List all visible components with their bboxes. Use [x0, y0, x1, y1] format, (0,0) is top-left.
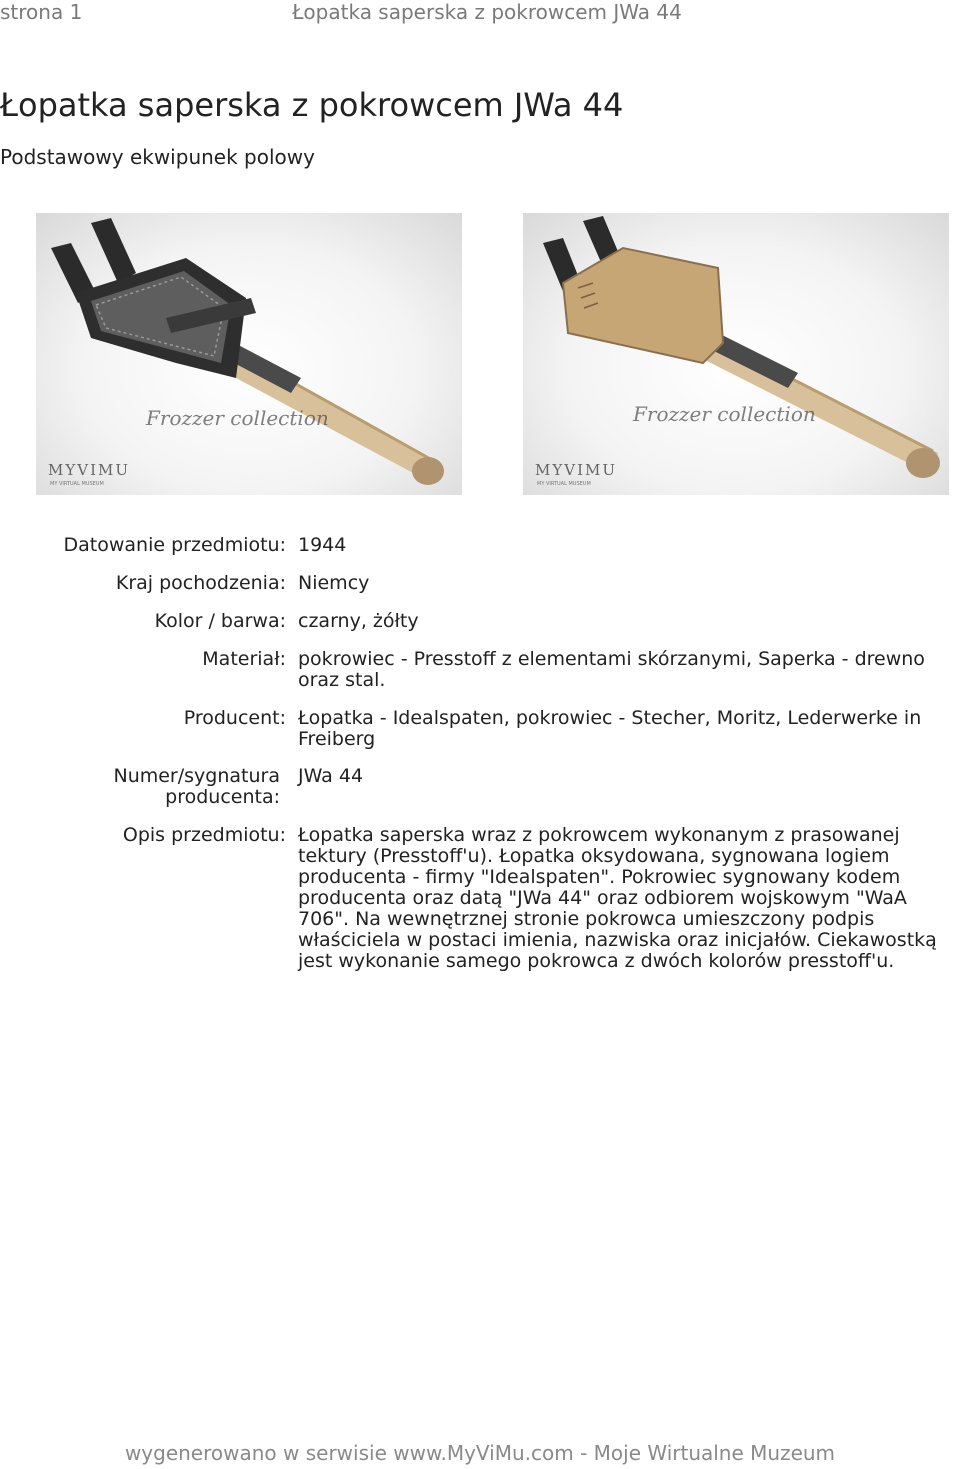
item-photo-back[interactable]: [523, 213, 949, 495]
detail-label: Numer/sygnatura producenta:: [113, 765, 280, 808]
detail-value: Łopatka - Idealspaten, pokrowiec - Stecher, Moritz, Lederwerke in Freiberg: [298, 707, 922, 750]
detail-label: Producent:: [183, 707, 286, 729]
detail-label: Kolor / barwa:: [154, 610, 286, 632]
detail-value: JWa 44: [298, 765, 364, 787]
image-watermark: Frozzer collection: [146, 406, 329, 430]
header-title: Łopatka saperska z pokrowcem JWa 44: [292, 0, 682, 24]
detail-label: Datowanie przedmiotu:: [63, 534, 286, 556]
detail-label: Kraj pochodzenia:: [115, 572, 286, 594]
item-photo-front[interactable]: [36, 213, 462, 495]
image-watermark: Frozzer collection: [633, 402, 816, 426]
detail-value: czarny, żółty: [298, 610, 419, 632]
image-logo-sub: MY VIRTUAL MUSEUM: [537, 481, 591, 487]
image-logo: MYVIMU: [535, 461, 618, 479]
detail-value: Niemcy: [298, 572, 370, 594]
detail-label: Opis przedmiotu:: [122, 824, 286, 846]
page-footer: wygenerowano w serwisie www.MyViMu.com - Moje Wirtualne Muzeum: [124, 1441, 836, 1465]
detail-label: Materiał:: [202, 648, 286, 670]
shovel-tan-cover-image: [523, 213, 949, 495]
page-title: Łopatka saperska z pokrowcem JWa 44: [0, 86, 624, 124]
detail-value: pokrowiec - Presstoff z elementami skórzanymi, Saperka - drewno oraz stal.: [298, 648, 925, 691]
detail-value: Łopatka saperska wraz z pokrowcem wykonanym z prasowanej tektury (Presstoff'u). Łopatka oksydowana, sygnowana logiem producenta - firmy "Idealspaten". Pokrowiec sygnowany kodem producenta oraz datą "JWa 44" oraz odbiorem wojskowym "WaA 706". Na wewnętrznej stronie pokrowca umieszczony podpis właściciela w postaci imienia, nazwiska oraz inicjałów. Ciekawostką jest wykonanie samego pokrowca z dwóch kolorów presstoff'u.: [298, 824, 937, 972]
image-logo-sub: MY VIRTUAL MUSEUM: [50, 481, 104, 487]
detail-value: 1944: [298, 534, 347, 556]
page-number: strona 1: [0, 0, 83, 24]
page-subtitle: Podstawowy ekwipunek polowy: [0, 145, 315, 169]
image-logo: MYVIMU: [48, 461, 131, 479]
shovel-black-cover-image: [36, 213, 462, 495]
